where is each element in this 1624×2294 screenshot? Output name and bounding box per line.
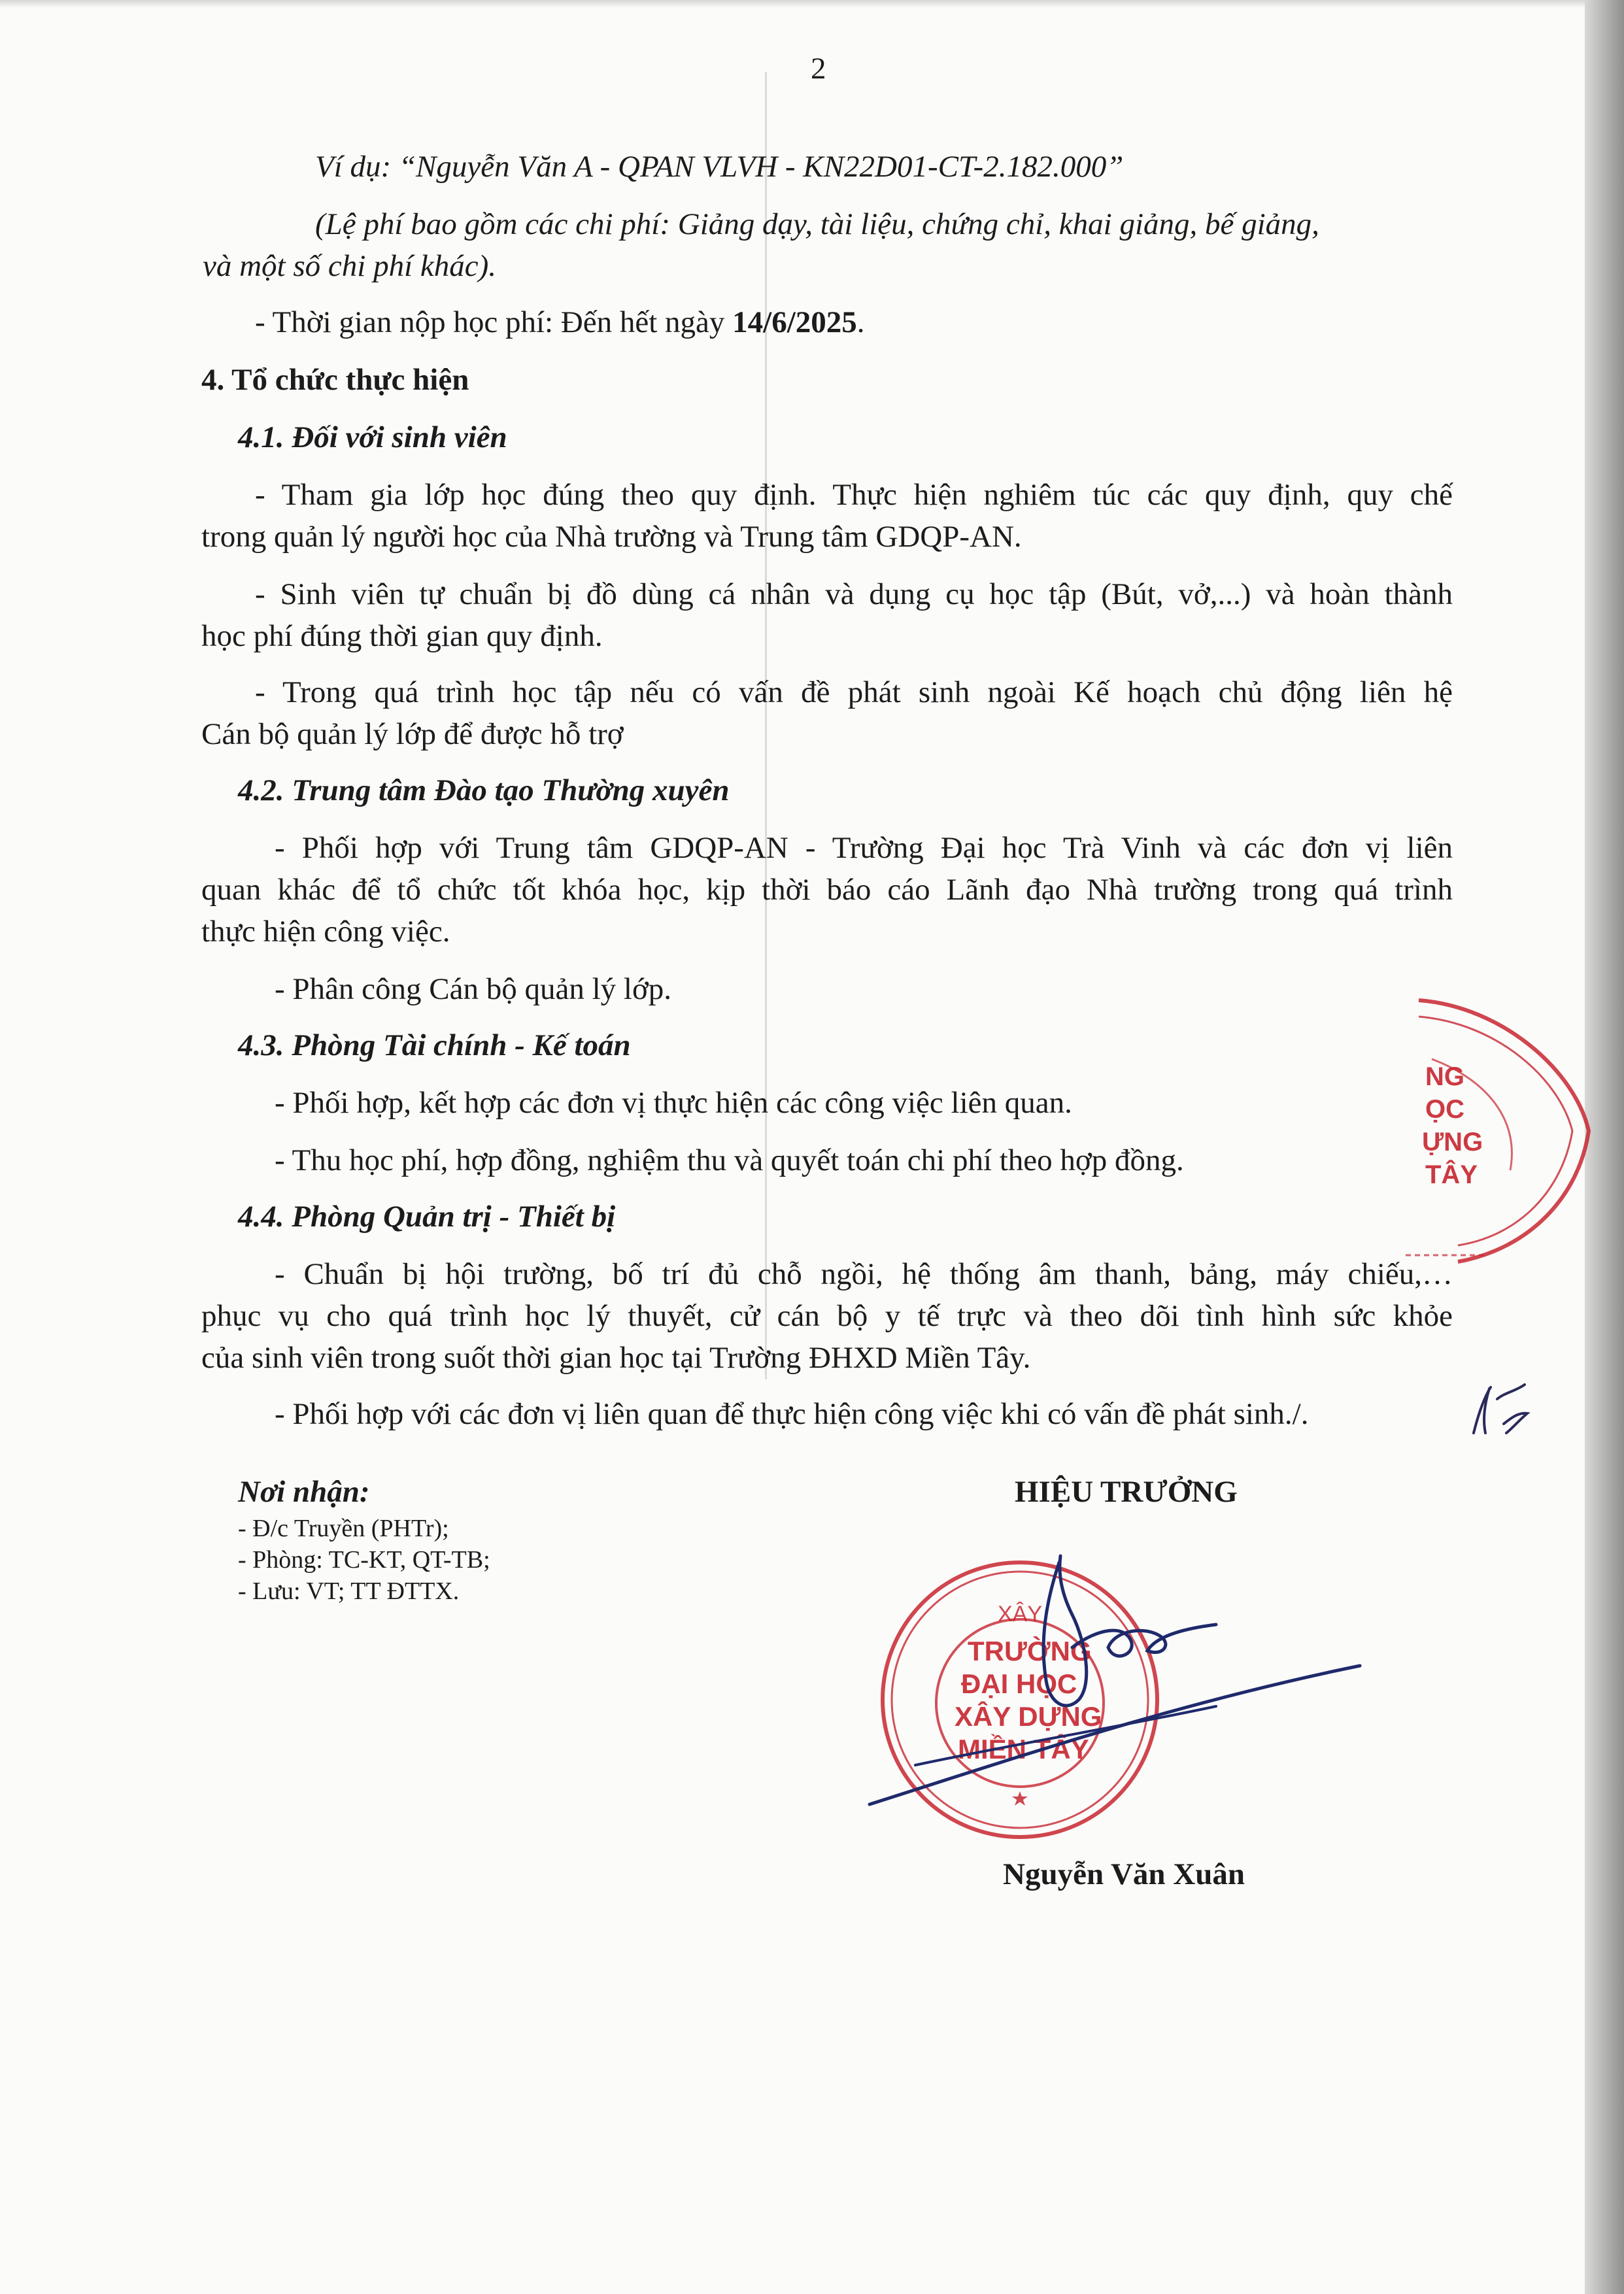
deadline-date: 14/6/2025 <box>732 305 857 339</box>
svg-text:ĐẠI HỌC: ĐẠI HỌC <box>961 1668 1077 1699</box>
deadline-suffix: . <box>856 305 865 339</box>
s41-p2-line2: học phí đúng thời gian quy định. <box>201 619 603 653</box>
fee-note-line-2: và một số chi phí khác). <box>203 249 497 283</box>
recipient-item: - Lưu: VT; TT ĐTTX. <box>238 1577 460 1605</box>
svg-text:TRƯỜNG: TRƯỜNG <box>968 1636 1092 1666</box>
payment-deadline <box>255 298 865 346</box>
recipient-item: - Đ/c Truyền (PHTr); <box>238 1515 449 1542</box>
example-line: Ví dụ: “Nguyễn Văn A - QPAN VLVH - KN22D01-CT-2.182.000” <box>315 150 1124 184</box>
section-4-4-title: 4.4. Phòng Quản trị - Thiết bị <box>238 1200 616 1234</box>
fee-note-line-1: (Lệ phí bao gồm các chi phí: Giảng dạy, tài liệu, chứng chỉ, khai giảng, bế giảng, <box>315 207 1319 241</box>
initials-mark <box>1464 1373 1536 1445</box>
s41-p1-line2: trong quản lý người học của Nhà trường và Trung tâm GDQP-AN. <box>201 520 1022 554</box>
s41-p3-line2: Cán bộ quản lý lớp để được hỗ trợ <box>201 717 624 751</box>
s43-p2: - Thu học phí, hợp đồng, nghiệm thu và quyết toán chi phí theo hợp đồng. <box>275 1143 1184 1177</box>
signer-name: Nguyễn Văn Xuân <box>1003 1857 1245 1891</box>
handwritten-signature <box>850 1549 1373 1824</box>
svg-text:TÂY: TÂY <box>1425 1160 1478 1189</box>
svg-text:MIỀN TÂY: MIỀN TÂY <box>958 1734 1089 1764</box>
s44-p1-line2: phục vụ cho quá trình học lý thuyết, cử cán bộ y tế trực và theo dõi tình hình sức khỏe <box>201 1299 1453 1333</box>
svg-text:ỌC: ỌC <box>1425 1095 1464 1124</box>
s44-p1-line3: của sinh viên trong suốt thời gian học tại Trường ĐHXD Miền Tây. <box>201 1341 1031 1375</box>
s41-p3-line1: - Trong quá trình học tập nếu có vấn đề phát sinh ngoài Kế hoạch chủ động liên hệ <box>255 675 1453 709</box>
s41-p2-line1: - Sinh viên tự chuẩn bị đồ dùng cá nhân và dụng cụ học tập (Bút, vở,...) và hoàn thành <box>255 577 1453 611</box>
section-4-2-title: 4.2. Trung tâm Đào tạo Thường xuyên <box>238 773 730 807</box>
s44-p1-line1: - Chuẩn bị hội trường, bố trí đủ chỗ ngồi, hệ thống âm thanh, bảng, máy chiếu,… <box>275 1257 1453 1291</box>
deadline-prefix: - Thời gian nộp học phí: Đến hết ngày <box>255 305 733 339</box>
scan-top-edge <box>0 0 1624 8</box>
svg-text:XÂY: XÂY <box>998 1602 1043 1627</box>
recipients-title: Nơi nhận: <box>238 1475 370 1509</box>
s42-p1-line3: thực hiện công việc. <box>201 915 450 949</box>
s42-p1-line1: - Phối hợp với Trung tâm GDQP-AN - Trường Đại học Trà Vinh và các đơn vị liên <box>275 831 1453 865</box>
signer-position: HIỆU TRƯỞNG <box>1015 1475 1238 1509</box>
overlap-seal-fragment <box>1406 981 1595 1281</box>
s43-p1: - Phối hợp, kết hợp các đơn vị thực hiện các công việc liên quan. <box>275 1086 1072 1120</box>
section-4-3-title: 4.3. Phòng Tài chính - Kế toán <box>238 1028 631 1062</box>
s42-p2: - Phân công Cán bộ quản lý lớp. <box>275 972 672 1006</box>
recipient-item: - Phòng: TC-KT, QT-TB; <box>238 1546 490 1574</box>
s42-p1-line2: quan khác để tổ chức tốt khóa học, kịp thời báo cáo Lãnh đạo Nhà trường trong quá trình <box>201 873 1453 907</box>
s41-p1-line1: - Tham gia lớp học đúng theo quy định. Thực hiện nghiêm túc các quy định, quy chế <box>255 478 1453 512</box>
svg-text:ỰNG: ỰNG <box>1422 1128 1483 1156</box>
section-4-1-title: 4.1. Đối với sinh viên <box>238 420 507 454</box>
page-number: 2 <box>811 52 826 86</box>
section-4-title: 4. Tổ chức thực hiện <box>201 363 469 397</box>
svg-text:XÂY DỰNG: XÂY DỰNG <box>955 1701 1102 1732</box>
svg-text:NG: NG <box>1425 1062 1464 1091</box>
s44-p2: - Phối hợp với các đơn vị liên quan để thực hiện công việc khi có vấn đề phát sinh./. <box>275 1397 1309 1431</box>
